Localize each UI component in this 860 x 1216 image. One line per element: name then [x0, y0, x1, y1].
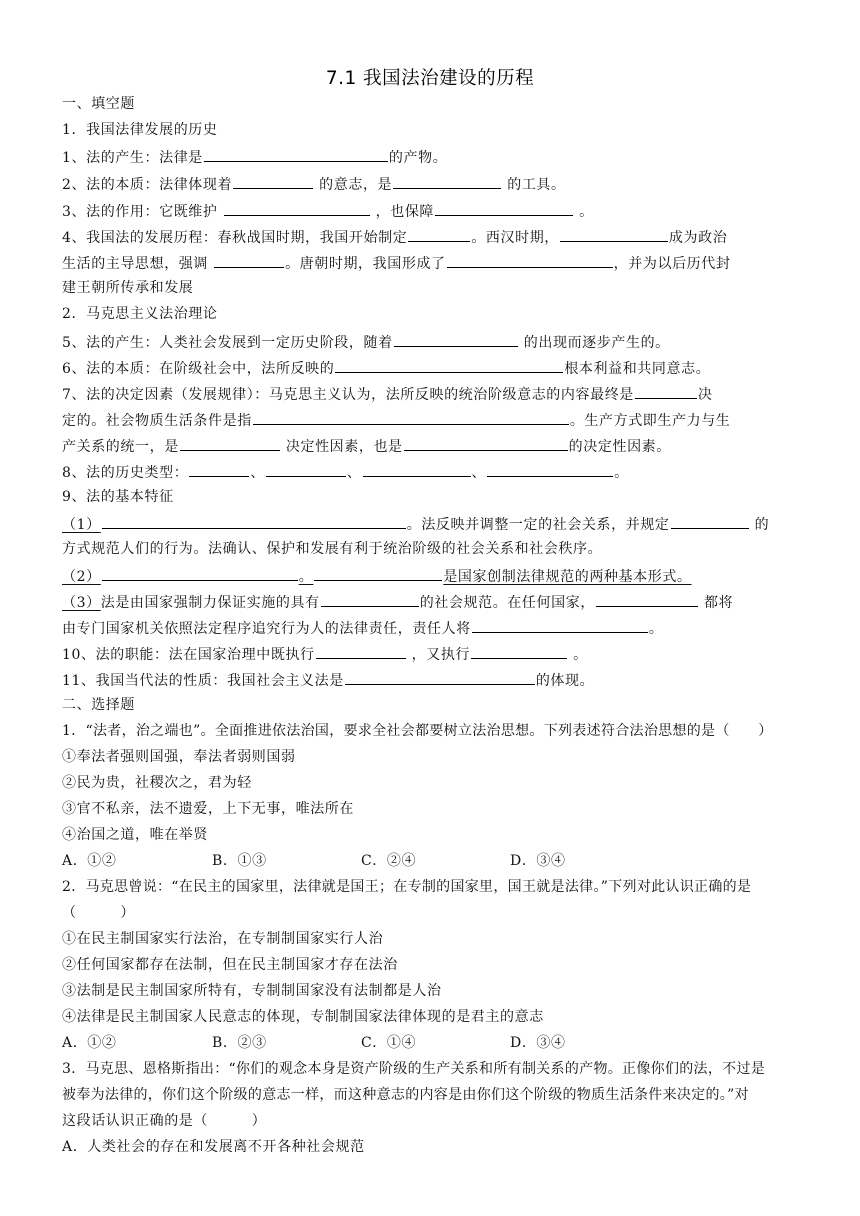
answer-blank[interactable] — [321, 591, 419, 607]
answer-blank[interactable] — [596, 591, 698, 607]
question-8: 8、法的历史类型： 、 、 、 。 — [62, 461, 629, 481]
answer-blank[interactable] — [393, 173, 501, 189]
choice-statement: ②任何国家都存在法制，但在民主制国家才存在法治 — [62, 957, 398, 973]
answer-blank[interactable] — [435, 200, 573, 216]
answer-blank[interactable] — [180, 435, 280, 451]
subheading-marxist-theory: 2．马克思主义法治理论 — [62, 306, 218, 322]
answer-blank[interactable] — [404, 435, 568, 451]
question-9-item-3: （3）法是由国家强制力保证实施的具有 的社会规范。在任何国家， 都将 — [62, 591, 733, 611]
choice-statement: ①在民主制国家实行法治，在专制制国家实行人治 — [62, 931, 384, 947]
answer-blank[interactable] — [471, 643, 567, 659]
option-a[interactable]: A．①② — [62, 853, 117, 869]
question-3: 3、法的作用：它既维护 ，也保障 。 — [62, 200, 594, 220]
answer-blank[interactable] — [204, 146, 388, 162]
choice-statement: ②民为贵，社稷次之，君为轻 — [62, 775, 252, 791]
question-9-item-1: （1） 。法反映并调整一定的社会关系，并规定 的 — [62, 513, 769, 533]
option-c[interactable]: C．②④ — [361, 853, 417, 869]
choice-question-3-stem: 3．马克思、恩格斯指出：“你们的观念本身是资产阶级的生产关系和所有制关系的产物。正像你们的法，不过是 — [62, 1061, 766, 1077]
question-2: 2、法的本质：法律体现着 的意志，是 的工具。 — [62, 173, 566, 193]
choice-question-1-stem: 1．“法者，治之端也”。全面推进依法治国，要求全社会都要树立法治思想。下列表述符合法治思想的是（ ） — [62, 723, 773, 739]
answer-blank[interactable] — [253, 409, 569, 425]
section-heading-fill-in: 一、填空题 — [62, 96, 135, 112]
answer-blank[interactable] — [408, 226, 470, 242]
answer-blank[interactable] — [560, 226, 668, 242]
option-a[interactable]: A．人类社会的存在和发展离不开各种社会规范 — [62, 1139, 365, 1155]
answer-blank[interactable] — [266, 461, 346, 477]
answer-blank[interactable] — [487, 461, 613, 477]
choice-question-2-stem-cont: （ ） — [62, 905, 135, 921]
answer-blank[interactable] — [189, 461, 249, 477]
question-7-line-1: 7、法的决定因素（发展规律）：马克思主义认为，法所反映的统治阶级意志的内容最终是 决 — [62, 383, 713, 403]
choice-statement: ④治国之道，唯在举贤 — [62, 827, 208, 843]
choice-question-2-stem: 2．马克思曾说：“在民主的国家里，法律就是国王；在专制的国家里，国王就是法律。”下列对此认识正确的是 — [62, 879, 752, 895]
answer-blank[interactable] — [224, 200, 370, 216]
question-9-item-1-cont: 方式规范人们的行为。法确认、保护和发展有利于统治阶级的社会关系和社会秩序。 — [62, 541, 603, 557]
option-c[interactable]: C．①④ — [361, 1035, 417, 1051]
question-9-item-3-cont: 由专门国家机关依照法定程序追究行为人的法律责任，责任人将 。 — [62, 617, 663, 637]
question-9-item-2: （2） 。 是国家创制法律规范的两种基本形式。 — [62, 565, 692, 585]
choice-statement: ④法律是民主制国家人民意志的体现，专制制国家法律体现的是君主的意志 — [62, 1009, 544, 1025]
choice-question-3-stem-end: 这段话认识正确的是（ ） — [62, 1113, 267, 1129]
answer-blank[interactable] — [671, 513, 749, 529]
answer-blank[interactable] — [316, 643, 406, 659]
question-1: 1、法的产生：法律是 的产物。 — [62, 146, 447, 166]
answer-blank[interactable] — [214, 252, 284, 268]
question-7-line-3: 产关系的统一，是 决定性因素，也是 的决定性因素。 — [62, 435, 671, 455]
question-6: 6、法的本质：在阶级社会中，法所反映的 根本利益和共同意志。 — [62, 357, 710, 377]
answer-blank[interactable] — [447, 252, 613, 268]
answer-blank[interactable] — [394, 331, 518, 347]
question-4-line-1: 4、我国法的发展历程：春秋战国时期，我国开始制定 。西汉时期， 成为政治 — [62, 226, 727, 246]
choice-statement: ③法制是民主制国家所特有，专制制国家没有法制都是人治 — [62, 983, 442, 999]
page-title: 7.1 我国法治建设的历程 — [325, 68, 535, 89]
answer-blank[interactable] — [314, 565, 442, 581]
answer-blank[interactable] — [102, 513, 406, 529]
option-b[interactable]: B．①③ — [212, 853, 267, 869]
answer-blank[interactable] — [335, 357, 563, 373]
subheading-law-history: 1．我国法律发展的历史 — [62, 122, 218, 138]
question-11: 11、我国当代法的性质：我国社会主义法是 的体现。 — [62, 669, 594, 689]
question-4-line-2: 生活的主导思想，强调 。唐朝时期，我国形成了 ，并为以后历代封 — [62, 252, 730, 272]
option-b[interactable]: B．②③ — [212, 1035, 267, 1051]
question-5: 5、法的产生：人类社会发展到一定历史阶段，随着 的出现而逐步产生的。 — [62, 331, 670, 351]
answer-blank[interactable] — [635, 383, 697, 399]
option-d[interactable]: D．③④ — [510, 1035, 566, 1051]
choice-statement: ③官不私亲，法不遗爱，上下无事，唯法所在 — [62, 801, 354, 817]
section-heading-multiple-choice: 二、选择题 — [62, 697, 135, 713]
question-4-line-3: 建王朝所传承和发展 — [62, 280, 194, 296]
answer-blank[interactable] — [233, 173, 313, 189]
question-9-heading: 9、法的基本特征 — [62, 489, 174, 505]
answer-blank[interactable] — [102, 565, 298, 581]
option-d[interactable]: D．③④ — [510, 853, 566, 869]
choice-question-3-stem-cont: 被奉为法律的，你们这个阶级的意志一样，而这种意志的内容是由你们这个阶级的物质生活条件来决定的。”对 — [62, 1087, 749, 1103]
answer-blank[interactable] — [472, 617, 648, 633]
question-10: 10、法的职能：法在国家治理中既执行 ，又执行 。 — [62, 643, 588, 663]
answer-blank[interactable] — [345, 669, 535, 685]
option-a[interactable]: A．①② — [62, 1035, 117, 1051]
answer-blank[interactable] — [363, 461, 471, 477]
question-7-line-2: 定的。社会物质生活条件是指 。生产方式即生产力与生 — [62, 409, 730, 429]
choice-statement: ①奉法者强则国强，奉法者弱则国弱 — [62, 749, 296, 765]
